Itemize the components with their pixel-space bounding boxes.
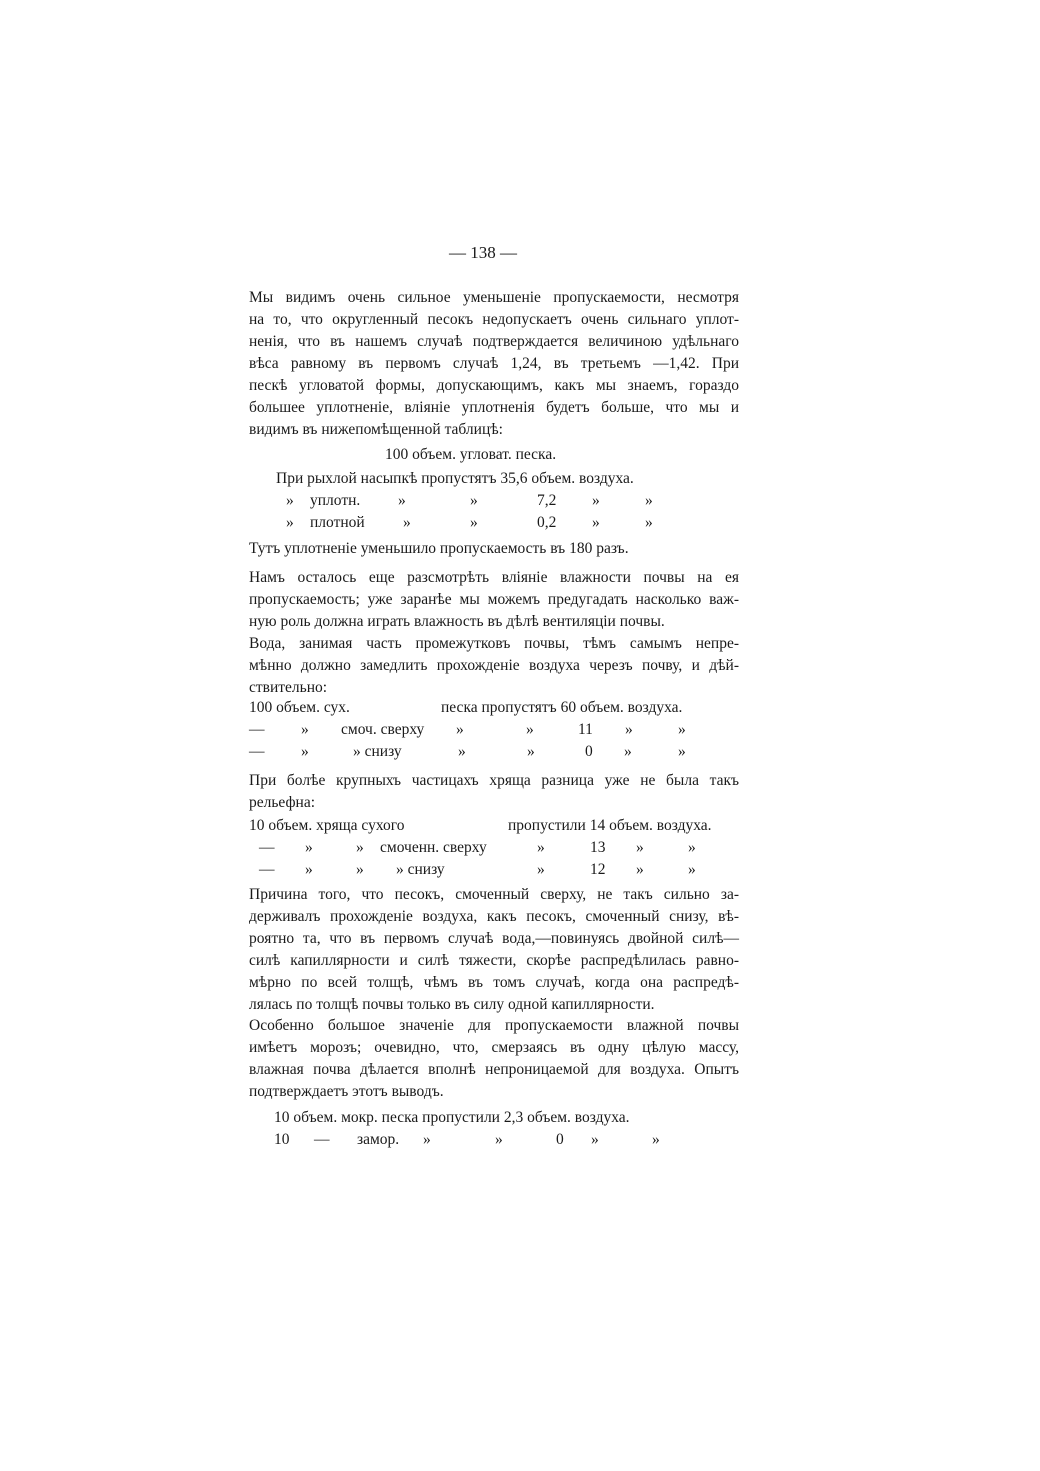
paragraph-1-line-4: вѣса равному въ первомъ случаѣ 1,24, въ третьемъ —1,42. При [249, 355, 739, 372]
table-cell: » [456, 721, 464, 738]
table-cell: уплотн. [310, 492, 361, 509]
paragraph-6-line-5: мѣрно по всей толщѣ, чѣмъ въ томъ случаѣ, когда она распредѣ- [249, 974, 739, 991]
paragraph-1-line-1: Мы видимъ очень сильное уменьшеніе пропускаемости, несмотря [249, 289, 739, 306]
paragraph-6-line-6: лялась по толщѣ почвы только въ силу одной капиллярности. [249, 996, 655, 1013]
table-cell: » [636, 861, 644, 878]
table-cell: » [537, 861, 545, 878]
table-cell: » [305, 861, 313, 878]
table-cell: — [259, 839, 275, 856]
table-cell: » [645, 514, 653, 531]
table-cell: » [403, 514, 411, 531]
paragraph-7-line-1: Особенно большое значеніе для пропускаемости влажной почвы [249, 1017, 739, 1034]
table-cell: 0,2 [537, 514, 557, 531]
table-cell: смоч. сверху [341, 721, 425, 738]
table-cell: » [624, 743, 632, 760]
paragraph-5-line-2: рельефна: [249, 794, 316, 811]
table-cell: — [259, 861, 275, 878]
table-cell: » [398, 492, 406, 509]
table-cell: » [526, 721, 534, 738]
table-cell: » [301, 743, 309, 760]
table-cell: » [527, 743, 535, 760]
paragraph-7-line-2: имѣетъ морозъ; очевидно, что, смерзаясь въ одну цѣлую массу, [249, 1039, 739, 1056]
paragraph-1-line-3: ненія, что въ нашемъ случаѣ подтверждается величиною удѣльнаго [249, 333, 739, 350]
table-cell: » [286, 492, 294, 509]
table-cell: » [286, 514, 294, 531]
table-1-caption: 100 объем. угловат. песка. [385, 446, 557, 463]
paragraph-4-line-2: мѣнно должно замедлить прохожденіе воздуха черезъ почву, и дѣй- [249, 657, 739, 674]
table-cell: » [305, 839, 313, 856]
paragraph-6-line-1: Причина того, что песокъ, смоченный сверху, не такъ сильно за- [249, 886, 739, 903]
table-cell: » снизу [396, 861, 445, 878]
paragraph-3-line-3: ную роль должна играть влажность въ дѣлѣ вентиляціи почвы. [249, 613, 665, 630]
paragraph-7-line-4: подтверждаетъ этотъ выводъ. [249, 1083, 444, 1100]
table-cell: смоченн. сверху [380, 839, 487, 856]
paragraph-4-line-3: ствительно: [249, 679, 328, 696]
page-number: — 138 — [449, 243, 517, 262]
paragraph-3-line-1: Намъ осталось еще разсмотрѣть вліяніе влажности почвы на ея [249, 569, 739, 586]
table-cell: замор. [357, 1131, 400, 1148]
paragraph-5-line-1: При болѣе крупныхъ частицахъ хряща разница уже не была такъ [249, 772, 739, 789]
table-cell: » [470, 492, 478, 509]
paragraph-6-line-4: силѣ капиллярности и силѣ тяжести, скорѣе распредѣлилась равно- [249, 952, 739, 969]
paragraph-1-line-6: большее уплотненіе, вліяніе уплотненія будетъ больше, что мы и [249, 399, 739, 416]
paragraph-6-line-3: роятно та, что въ первомъ случаѣ вода,—повинуясь двойной силѣ— [249, 930, 739, 947]
table-cell: » [470, 514, 478, 531]
paragraph-4-line-1: Вода, занимая часть промежутковъ почвы, тѣмъ самымъ непре- [249, 635, 739, 652]
table-cell: » [688, 861, 696, 878]
table-cell: плотной [310, 514, 365, 531]
paragraph-1-line-7: видимъ въ нижепомѣщенной таблицѣ: [249, 421, 503, 438]
table-cell: — [249, 743, 265, 760]
table-cell: — [249, 721, 265, 738]
table-cell: песка пропустятъ 60 объем. воздуха. [441, 699, 683, 716]
table-cell: » [645, 492, 653, 509]
table-cell: » [356, 861, 364, 878]
table-cell: пропустили 14 объем. воздуха. [508, 817, 712, 834]
table-cell: » [636, 839, 644, 856]
table-cell: » [495, 1131, 503, 1148]
paragraph-6-line-2: держивалъ прохожденіе воздуха, какъ песокъ, смоченный снизу, вѣ- [249, 908, 739, 925]
table-cell: 11 [578, 721, 593, 738]
paragraph-1-line-2: на то, что округленный песокъ недопускаетъ очень сильнаго уплот- [249, 311, 739, 328]
table-cell: » [625, 721, 633, 738]
table-cell: » [592, 492, 600, 509]
table-cell: » [301, 721, 309, 738]
paragraph-1-line-5: пескѣ угловатой формы, допускающимъ, какъ мы знаемъ, гораздо [249, 377, 739, 394]
paragraph-3-line-2: пропускаемость; уже заранѣе мы можемъ предугадать насколько важ- [249, 591, 739, 608]
table-cell: — [314, 1131, 330, 1148]
table-4-row-1: 10 объем. мокр. песка пропустили 2,3 объем. воздуха. [274, 1109, 630, 1126]
table-cell: » снизу [353, 743, 402, 760]
table-1-row-1: При рыхлой насыпкѣ пропустятъ 35,6 объем. воздуха. [276, 470, 634, 487]
table-cell: 10 [274, 1131, 290, 1148]
table-cell: 7,2 [537, 492, 557, 509]
table-cell: » [678, 721, 686, 738]
table-cell: 13 [590, 839, 606, 856]
table-cell: 12 [590, 861, 606, 878]
table-cell: » [356, 839, 364, 856]
table-cell: 10 объем. хряща сухого [249, 817, 405, 834]
paragraph-2: Тутъ уплотненіе уменьшило пропускаемость въ 180 разъ. [249, 540, 629, 557]
table-cell: » [423, 1131, 431, 1148]
table-cell: » [458, 743, 466, 760]
table-cell: » [678, 743, 686, 760]
table-cell: 100 объем. сух. [249, 699, 350, 716]
table-cell: » [537, 839, 545, 856]
table-cell: 0 [556, 1131, 564, 1148]
table-cell: 0 [585, 743, 593, 760]
table-cell: » [592, 514, 600, 531]
paragraph-7-line-3: влажная почва дѣлается вполнѣ непроницаемой для воздуха. Опытъ [249, 1061, 739, 1078]
table-cell: » [591, 1131, 599, 1148]
table-cell: » [652, 1131, 660, 1148]
table-cell: » [688, 839, 696, 856]
